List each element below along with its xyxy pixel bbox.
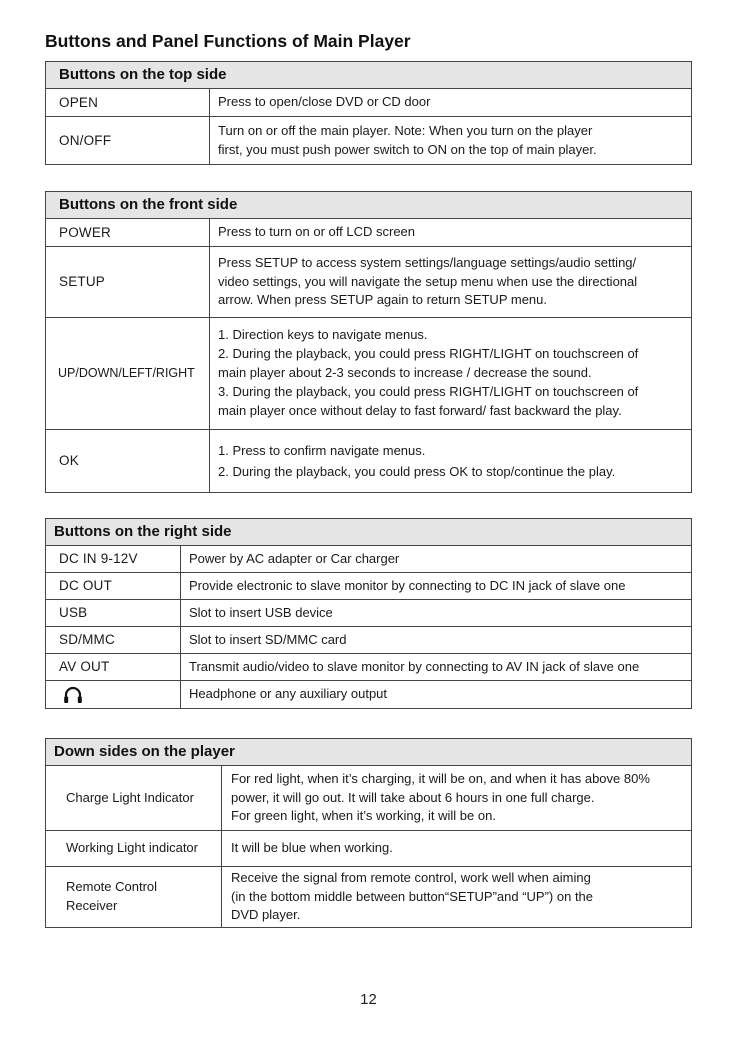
table-row <box>46 117 692 165</box>
section-heading: Buttons on the top side <box>46 62 692 89</box>
button-name: OK <box>46 430 210 493</box>
table-row <box>46 546 692 573</box>
button-name: ON/OFF <box>46 117 210 165</box>
section-heading: Buttons on the front side <box>46 192 692 219</box>
section-heading: Down sides on the player <box>46 739 692 766</box>
port-name: AV OUT <box>46 654 181 681</box>
indicator-description: For red light, when it’s charging, it will be on, and when it has above 80% power, it will go out. It will take about 6 hours in one full charge. For green light, when it’s working, it will be on. <box>222 766 692 831</box>
indicator-description: It will be blue when working. <box>222 831 692 867</box>
indicator-name: Working Light indicator <box>46 831 222 867</box>
indicator-name: Remote Control Receiver <box>46 867 222 928</box>
table-row <box>46 89 692 117</box>
headphone-icon <box>63 686 83 704</box>
port-description: Headphone or any auxiliary output <box>181 681 692 709</box>
port-icon-cell <box>46 681 181 709</box>
port-description: Slot to insert USB device <box>181 600 692 627</box>
button-description: Press to open/close DVD or CD door <box>210 89 692 117</box>
button-description: Press to turn on or off LCD screen <box>210 219 692 247</box>
table-row <box>46 766 692 831</box>
port-description: Provide electronic to slave monitor by connecting to DC IN jack of slave one <box>181 573 692 600</box>
button-name: SETUP <box>46 247 210 318</box>
page-number: 12 <box>360 991 377 1008</box>
page-title: Buttons and Panel Functions of Main Player <box>45 31 411 51</box>
table-row <box>46 627 692 654</box>
button-description: Press SETUP to access system settings/language settings/audio setting/ video settings, you will navigate the setup menu when use the directional arrow. When press SETUP again to return SETUP menu. <box>210 247 692 318</box>
port-description: Power by AC adapter or Car charger <box>181 546 692 573</box>
table-row <box>46 219 692 247</box>
table-row <box>46 573 692 600</box>
button-description: Turn on or off the main player. Note: When you turn on the player first, you must push power switch to ON on the top of main player. <box>210 117 692 165</box>
button-description: 1. Press to confirm navigate menus. 2. During the playback, you could press OK to stop/continue the play. <box>210 430 692 493</box>
top-side-table <box>45 61 692 165</box>
down-sides-table <box>45 738 692 928</box>
button-name: POWER <box>46 219 210 247</box>
port-name: SD/MMC <box>46 627 181 654</box>
table-row <box>46 867 692 928</box>
port-name: DC IN 9-12V <box>46 546 181 573</box>
port-name: DC OUT <box>46 573 181 600</box>
port-description: Transmit audio/video to slave monitor by connecting to AV IN jack of slave one <box>181 654 692 681</box>
front-side-table <box>45 191 692 493</box>
table-row <box>46 654 692 681</box>
port-name: USB <box>46 600 181 627</box>
indicator-description: Receive the signal from remote control, work well when aiming (in the bottom middle between button“SETUP”and “UP”) on the DVD player. <box>222 867 692 928</box>
button-name: UP/DOWN/LEFT/RIGHT <box>46 318 210 430</box>
port-description: Slot to insert SD/MMC card <box>181 627 692 654</box>
button-description: 1. Direction keys to navigate menus. 2. During the playback, you could press RIGHT/LIGHT on touchscreen of main player about 2-3 seconds to increase / decrease the sound. 3. During the playback, you could press RIGHT/LIGHT on touchscreen of main player once without delay to fast forward/ fast backward the play. <box>210 318 692 430</box>
right-side-table <box>45 518 692 709</box>
button-name: OPEN <box>46 89 210 117</box>
table-row <box>46 831 692 867</box>
table-row <box>46 318 692 430</box>
table-row <box>46 430 692 493</box>
table-row <box>46 600 692 627</box>
indicator-name: Charge Light Indicator <box>46 766 222 831</box>
section-heading: Buttons on the right side <box>46 519 692 546</box>
table-row <box>46 681 692 709</box>
table-row <box>46 247 692 318</box>
